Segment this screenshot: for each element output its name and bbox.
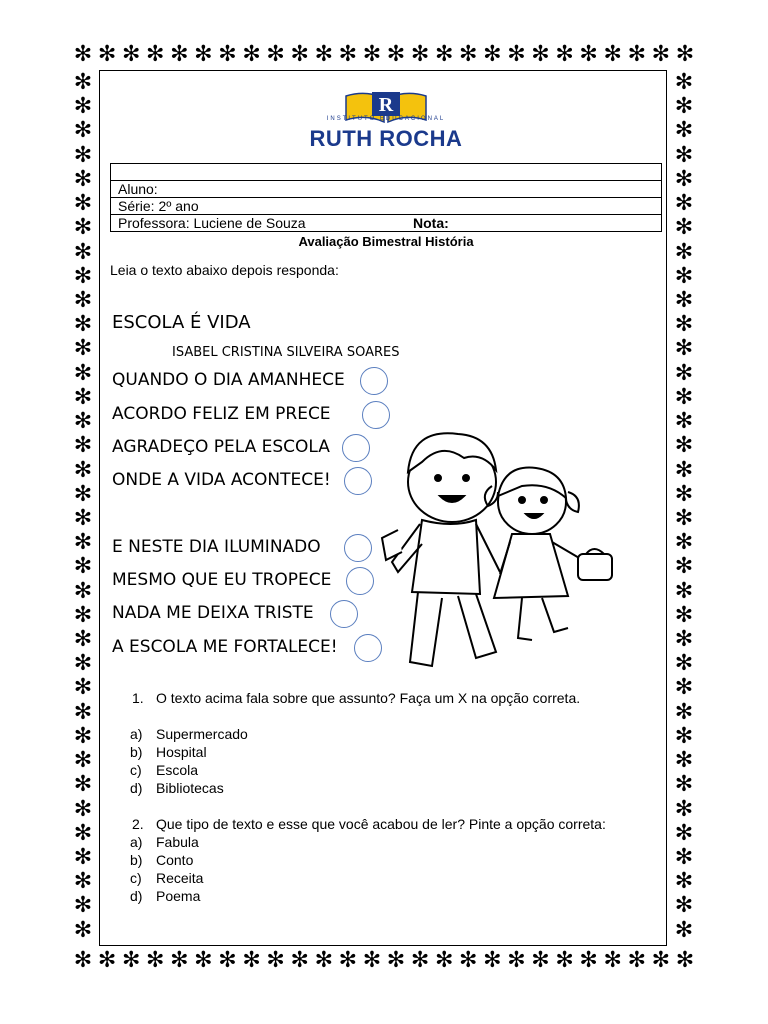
star-ornament-icon: ✻ bbox=[674, 312, 694, 338]
book-logo-icon bbox=[288, 88, 484, 128]
star-ornament-icon: ✻ bbox=[674, 748, 694, 774]
star-ornament-icon: ✻ bbox=[675, 948, 695, 973]
star-ornament-icon: ✻ bbox=[338, 42, 358, 67]
poem-verse: AGRADEÇO PELA ESCOLA bbox=[112, 437, 330, 457]
option-text: Receita bbox=[156, 870, 204, 886]
star-ornament-icon: ✻ bbox=[555, 948, 574, 973]
star-ornament-icon: ✻ bbox=[170, 948, 189, 973]
star-ornament-icon: ✻ bbox=[73, 578, 93, 604]
star-ornament-icon: ✻ bbox=[73, 530, 93, 556]
option-letter: d) bbox=[130, 780, 143, 796]
option-text: Bibliotecas bbox=[156, 780, 224, 796]
star-ornament-icon: ✻ bbox=[170, 42, 189, 67]
star-ornament-icon: ✻ bbox=[651, 948, 671, 973]
logo-subtitle: INSTITUTO EDUCACIONAL bbox=[326, 116, 446, 122]
star-ornament-icon: ✻ bbox=[507, 42, 526, 67]
blank-row bbox=[111, 164, 662, 181]
star-ornament-icon: ✻ bbox=[434, 948, 454, 973]
poem-verse: QUANDO O DIA AMANHECE bbox=[112, 370, 345, 390]
star-ornament-icon: ✻ bbox=[531, 948, 550, 973]
option-letter: a) bbox=[130, 834, 143, 850]
star-ornament-icon: ✻ bbox=[674, 166, 694, 192]
star-ornament-icon: ✻ bbox=[73, 723, 93, 749]
star-ornament-icon: ✻ bbox=[73, 948, 93, 973]
star-ornament-icon: ✻ bbox=[674, 675, 694, 701]
star-ornament-icon: ✻ bbox=[674, 384, 694, 410]
star-ornament-icon: ✻ bbox=[459, 948, 478, 973]
star-ornament-icon: ✻ bbox=[73, 869, 93, 895]
star-ornament-icon: ✻ bbox=[121, 948, 141, 973]
answer-option[interactable] bbox=[130, 887, 203, 905]
star-ornament-icon: ✻ bbox=[674, 893, 694, 919]
star-ornament-icon: ✻ bbox=[483, 42, 502, 67]
star-ornament-icon: ✻ bbox=[674, 94, 694, 120]
star-ornament-icon: ✻ bbox=[73, 94, 93, 120]
star-ornament-icon: ✻ bbox=[674, 70, 694, 95]
star-ornament-icon: ✻ bbox=[603, 948, 622, 973]
answer-circle[interactable] bbox=[330, 600, 358, 628]
star-ornament-icon: ✻ bbox=[314, 948, 333, 973]
star-ornament-icon: ✻ bbox=[674, 917, 694, 943]
star-ornament-icon: ✻ bbox=[674, 215, 694, 241]
star-ornament-icon: ✻ bbox=[121, 42, 141, 67]
star-ornament-icon: ✻ bbox=[73, 191, 93, 217]
star-ornament-icon: ✻ bbox=[73, 42, 93, 67]
star-ornament-icon: ✻ bbox=[73, 433, 93, 459]
poem-verse: E NESTE DIA ILUMINADO bbox=[112, 537, 321, 557]
option-letter: c) bbox=[130, 870, 142, 886]
star-ornament-icon: ✻ bbox=[73, 360, 93, 386]
star-ornament-icon: ✻ bbox=[674, 602, 694, 628]
star-ornament-icon: ✻ bbox=[73, 263, 93, 289]
answer-option[interactable] bbox=[130, 779, 248, 797]
poem-verse: MESMO QUE EU TROPECE bbox=[112, 570, 332, 590]
star-border-bottom bbox=[72, 950, 696, 972]
star-ornament-icon: ✻ bbox=[362, 42, 382, 67]
option-letter: c) bbox=[130, 762, 142, 778]
star-ornament-icon: ✻ bbox=[242, 948, 261, 973]
star-ornament-icon: ✻ bbox=[674, 433, 694, 459]
option-text: Fabula bbox=[156, 834, 199, 850]
star-border-left bbox=[72, 72, 94, 942]
option-text: Poema bbox=[156, 888, 201, 904]
star-ornament-icon: ✻ bbox=[73, 505, 93, 531]
option-text: Hospital bbox=[156, 744, 207, 760]
star-ornament-icon: ✻ bbox=[218, 948, 237, 973]
answer-options bbox=[130, 833, 203, 905]
star-ornament-icon: ✻ bbox=[146, 948, 165, 973]
star-ornament-icon: ✻ bbox=[675, 42, 695, 67]
star-ornament-icon: ✻ bbox=[73, 893, 93, 919]
option-text: Supermercado bbox=[156, 726, 248, 742]
star-ornament-icon: ✻ bbox=[266, 948, 285, 973]
star-ornament-icon: ✻ bbox=[674, 409, 694, 435]
star-ornament-icon: ✻ bbox=[73, 481, 93, 507]
star-ornament-icon: ✻ bbox=[73, 312, 93, 338]
star-ornament-icon: ✻ bbox=[73, 627, 93, 653]
star-ornament-icon: ✻ bbox=[674, 554, 694, 580]
star-ornament-icon: ✻ bbox=[507, 948, 526, 973]
poem-verse: A ESCOLA ME FORTALECE! bbox=[112, 637, 338, 657]
star-ornament-icon: ✻ bbox=[73, 409, 93, 435]
star-ornament-icon: ✻ bbox=[674, 578, 694, 604]
star-ornament-icon: ✻ bbox=[73, 554, 93, 580]
star-ornament-icon: ✻ bbox=[410, 42, 430, 67]
star-ornament-icon: ✻ bbox=[338, 948, 358, 973]
poem-title: ESCOLA É VIDA bbox=[112, 312, 251, 333]
star-ornament-icon: ✻ bbox=[314, 42, 333, 67]
star-ornament-icon: ✻ bbox=[73, 675, 93, 701]
star-ornament-icon: ✻ bbox=[73, 118, 93, 144]
star-ornament-icon: ✻ bbox=[410, 948, 430, 973]
answer-circle[interactable] bbox=[342, 434, 370, 462]
answer-option[interactable] bbox=[130, 725, 248, 743]
star-ornament-icon: ✻ bbox=[674, 239, 694, 265]
answer-options bbox=[130, 725, 248, 797]
star-ornament-icon: ✻ bbox=[73, 820, 93, 846]
star-ornament-icon: ✻ bbox=[627, 42, 647, 67]
star-ornament-icon: ✻ bbox=[266, 42, 285, 67]
star-ornament-icon: ✻ bbox=[651, 42, 671, 67]
star-ornament-icon: ✻ bbox=[674, 796, 694, 822]
star-ornament-icon: ✻ bbox=[674, 699, 694, 725]
star-ornament-icon: ✻ bbox=[73, 772, 93, 798]
star-ornament-icon: ✻ bbox=[627, 948, 647, 973]
option-letter: d) bbox=[130, 888, 143, 904]
star-ornament-icon: ✻ bbox=[194, 948, 213, 973]
star-ornament-icon: ✻ bbox=[73, 602, 93, 628]
star-ornament-icon: ✻ bbox=[73, 699, 93, 725]
star-ornament-icon: ✻ bbox=[386, 948, 406, 973]
poem-verse: NADA ME DEIXA TRISTE bbox=[112, 603, 314, 623]
question-text: O texto acima fala sobre que assunto? Faça um X na opção correta. bbox=[156, 690, 581, 706]
star-ornament-icon: ✻ bbox=[290, 42, 309, 67]
star-ornament-icon: ✻ bbox=[73, 336, 93, 362]
star-ornament-icon: ✻ bbox=[674, 845, 694, 870]
star-ornament-icon: ✻ bbox=[674, 869, 694, 895]
star-ornament-icon: ✻ bbox=[73, 845, 93, 870]
option-text: Escola bbox=[156, 762, 199, 778]
intro-instruction: Leia o texto abaixo depois responda: bbox=[110, 262, 339, 278]
star-ornament-icon: ✻ bbox=[674, 505, 694, 531]
star-border-right bbox=[673, 72, 695, 942]
star-ornament-icon: ✻ bbox=[73, 70, 93, 95]
star-ornament-icon: ✻ bbox=[73, 142, 93, 168]
svg-text:R: R bbox=[378, 94, 394, 116]
children-illustration bbox=[372, 412, 654, 677]
star-ornament-icon: ✻ bbox=[531, 42, 550, 67]
star-ornament-icon: ✻ bbox=[73, 457, 93, 483]
option-letter: b) bbox=[130, 744, 143, 760]
star-ornament-icon: ✻ bbox=[73, 287, 93, 313]
poem-verse: ACORDO FELIZ EM PRECE bbox=[112, 404, 331, 424]
star-ornament-icon: ✻ bbox=[73, 215, 93, 241]
star-ornament-icon: ✻ bbox=[674, 651, 694, 677]
star-ornament-icon: ✻ bbox=[674, 118, 694, 144]
question-number: 2. bbox=[132, 816, 144, 832]
option-letter: a) bbox=[130, 726, 143, 742]
answer-option[interactable] bbox=[130, 743, 248, 761]
school-logo bbox=[288, 88, 484, 151]
option-text: Conto bbox=[156, 852, 194, 868]
star-ornament-icon: ✻ bbox=[242, 42, 261, 67]
serie-field: Série: 2º ano bbox=[111, 198, 662, 215]
star-ornament-icon: ✻ bbox=[603, 42, 622, 67]
star-ornament-icon: ✻ bbox=[362, 948, 382, 973]
star-ornament-icon: ✻ bbox=[146, 42, 165, 67]
star-ornament-icon: ✻ bbox=[674, 191, 694, 217]
question-number: 1. bbox=[132, 690, 144, 706]
star-ornament-icon: ✻ bbox=[194, 42, 213, 67]
star-ornament-icon: ✻ bbox=[579, 42, 598, 67]
page-title: Avaliação Bimestral História bbox=[298, 234, 474, 249]
answer-option[interactable] bbox=[130, 851, 203, 869]
question-text: Que tipo de texto e esse que você acabou de ler? Pinte a opção correta: bbox=[156, 816, 606, 832]
professora-field: Professora: Luciene de Souza bbox=[118, 215, 306, 231]
poem-verse: ONDE A VIDA ACONTECE! bbox=[112, 470, 331, 490]
star-ornament-icon: ✻ bbox=[386, 42, 406, 67]
professora-row bbox=[111, 215, 662, 232]
star-ornament-icon: ✻ bbox=[674, 142, 694, 168]
star-border-top bbox=[72, 44, 696, 66]
star-ornament-icon: ✻ bbox=[73, 166, 93, 192]
star-ornament-icon: ✻ bbox=[674, 820, 694, 846]
star-ornament-icon: ✻ bbox=[674, 287, 694, 313]
answer-option[interactable] bbox=[130, 761, 248, 779]
star-ornament-icon: ✻ bbox=[674, 627, 694, 653]
star-ornament-icon: ✻ bbox=[218, 42, 237, 67]
star-ornament-icon: ✻ bbox=[73, 796, 93, 822]
nota-field[interactable]: Nota: bbox=[413, 215, 449, 231]
poem-author: ISABEL CRISTINA SILVEIRA SOARES bbox=[172, 345, 400, 360]
logo-name: RUTH ROCHA bbox=[309, 126, 463, 151]
star-ornament-icon: ✻ bbox=[290, 948, 309, 973]
star-ornament-icon: ✻ bbox=[579, 948, 598, 973]
answer-circle[interactable] bbox=[360, 367, 388, 395]
star-ornament-icon: ✻ bbox=[674, 723, 694, 749]
answer-circle[interactable] bbox=[344, 467, 372, 495]
star-ornament-icon: ✻ bbox=[674, 263, 694, 289]
star-ornament-icon: ✻ bbox=[674, 481, 694, 507]
star-ornament-icon: ✻ bbox=[674, 772, 694, 798]
aluno-field[interactable]: Aluno: bbox=[111, 181, 662, 198]
star-ornament-icon: ✻ bbox=[674, 457, 694, 483]
star-ornament-icon: ✻ bbox=[674, 360, 694, 386]
student-info-table bbox=[110, 163, 662, 232]
star-ornament-icon: ✻ bbox=[674, 530, 694, 556]
star-ornament-icon: ✻ bbox=[97, 948, 117, 973]
answer-option[interactable] bbox=[130, 869, 203, 887]
star-ornament-icon: ✻ bbox=[73, 748, 93, 774]
star-ornament-icon: ✻ bbox=[483, 948, 502, 973]
star-ornament-icon: ✻ bbox=[555, 42, 574, 67]
option-letter: b) bbox=[130, 852, 143, 868]
answer-option[interactable] bbox=[130, 833, 203, 851]
answer-circle[interactable] bbox=[346, 567, 374, 595]
star-ornament-icon: ✻ bbox=[434, 42, 454, 67]
star-ornament-icon: ✻ bbox=[73, 239, 93, 265]
star-ornament-icon: ✻ bbox=[97, 42, 117, 67]
answer-circle[interactable] bbox=[344, 534, 372, 562]
star-ornament-icon: ✻ bbox=[73, 651, 93, 677]
star-ornament-icon: ✻ bbox=[459, 42, 478, 67]
star-ornament-icon: ✻ bbox=[73, 384, 93, 410]
star-ornament-icon: ✻ bbox=[674, 336, 694, 362]
star-ornament-icon: ✻ bbox=[73, 917, 93, 943]
